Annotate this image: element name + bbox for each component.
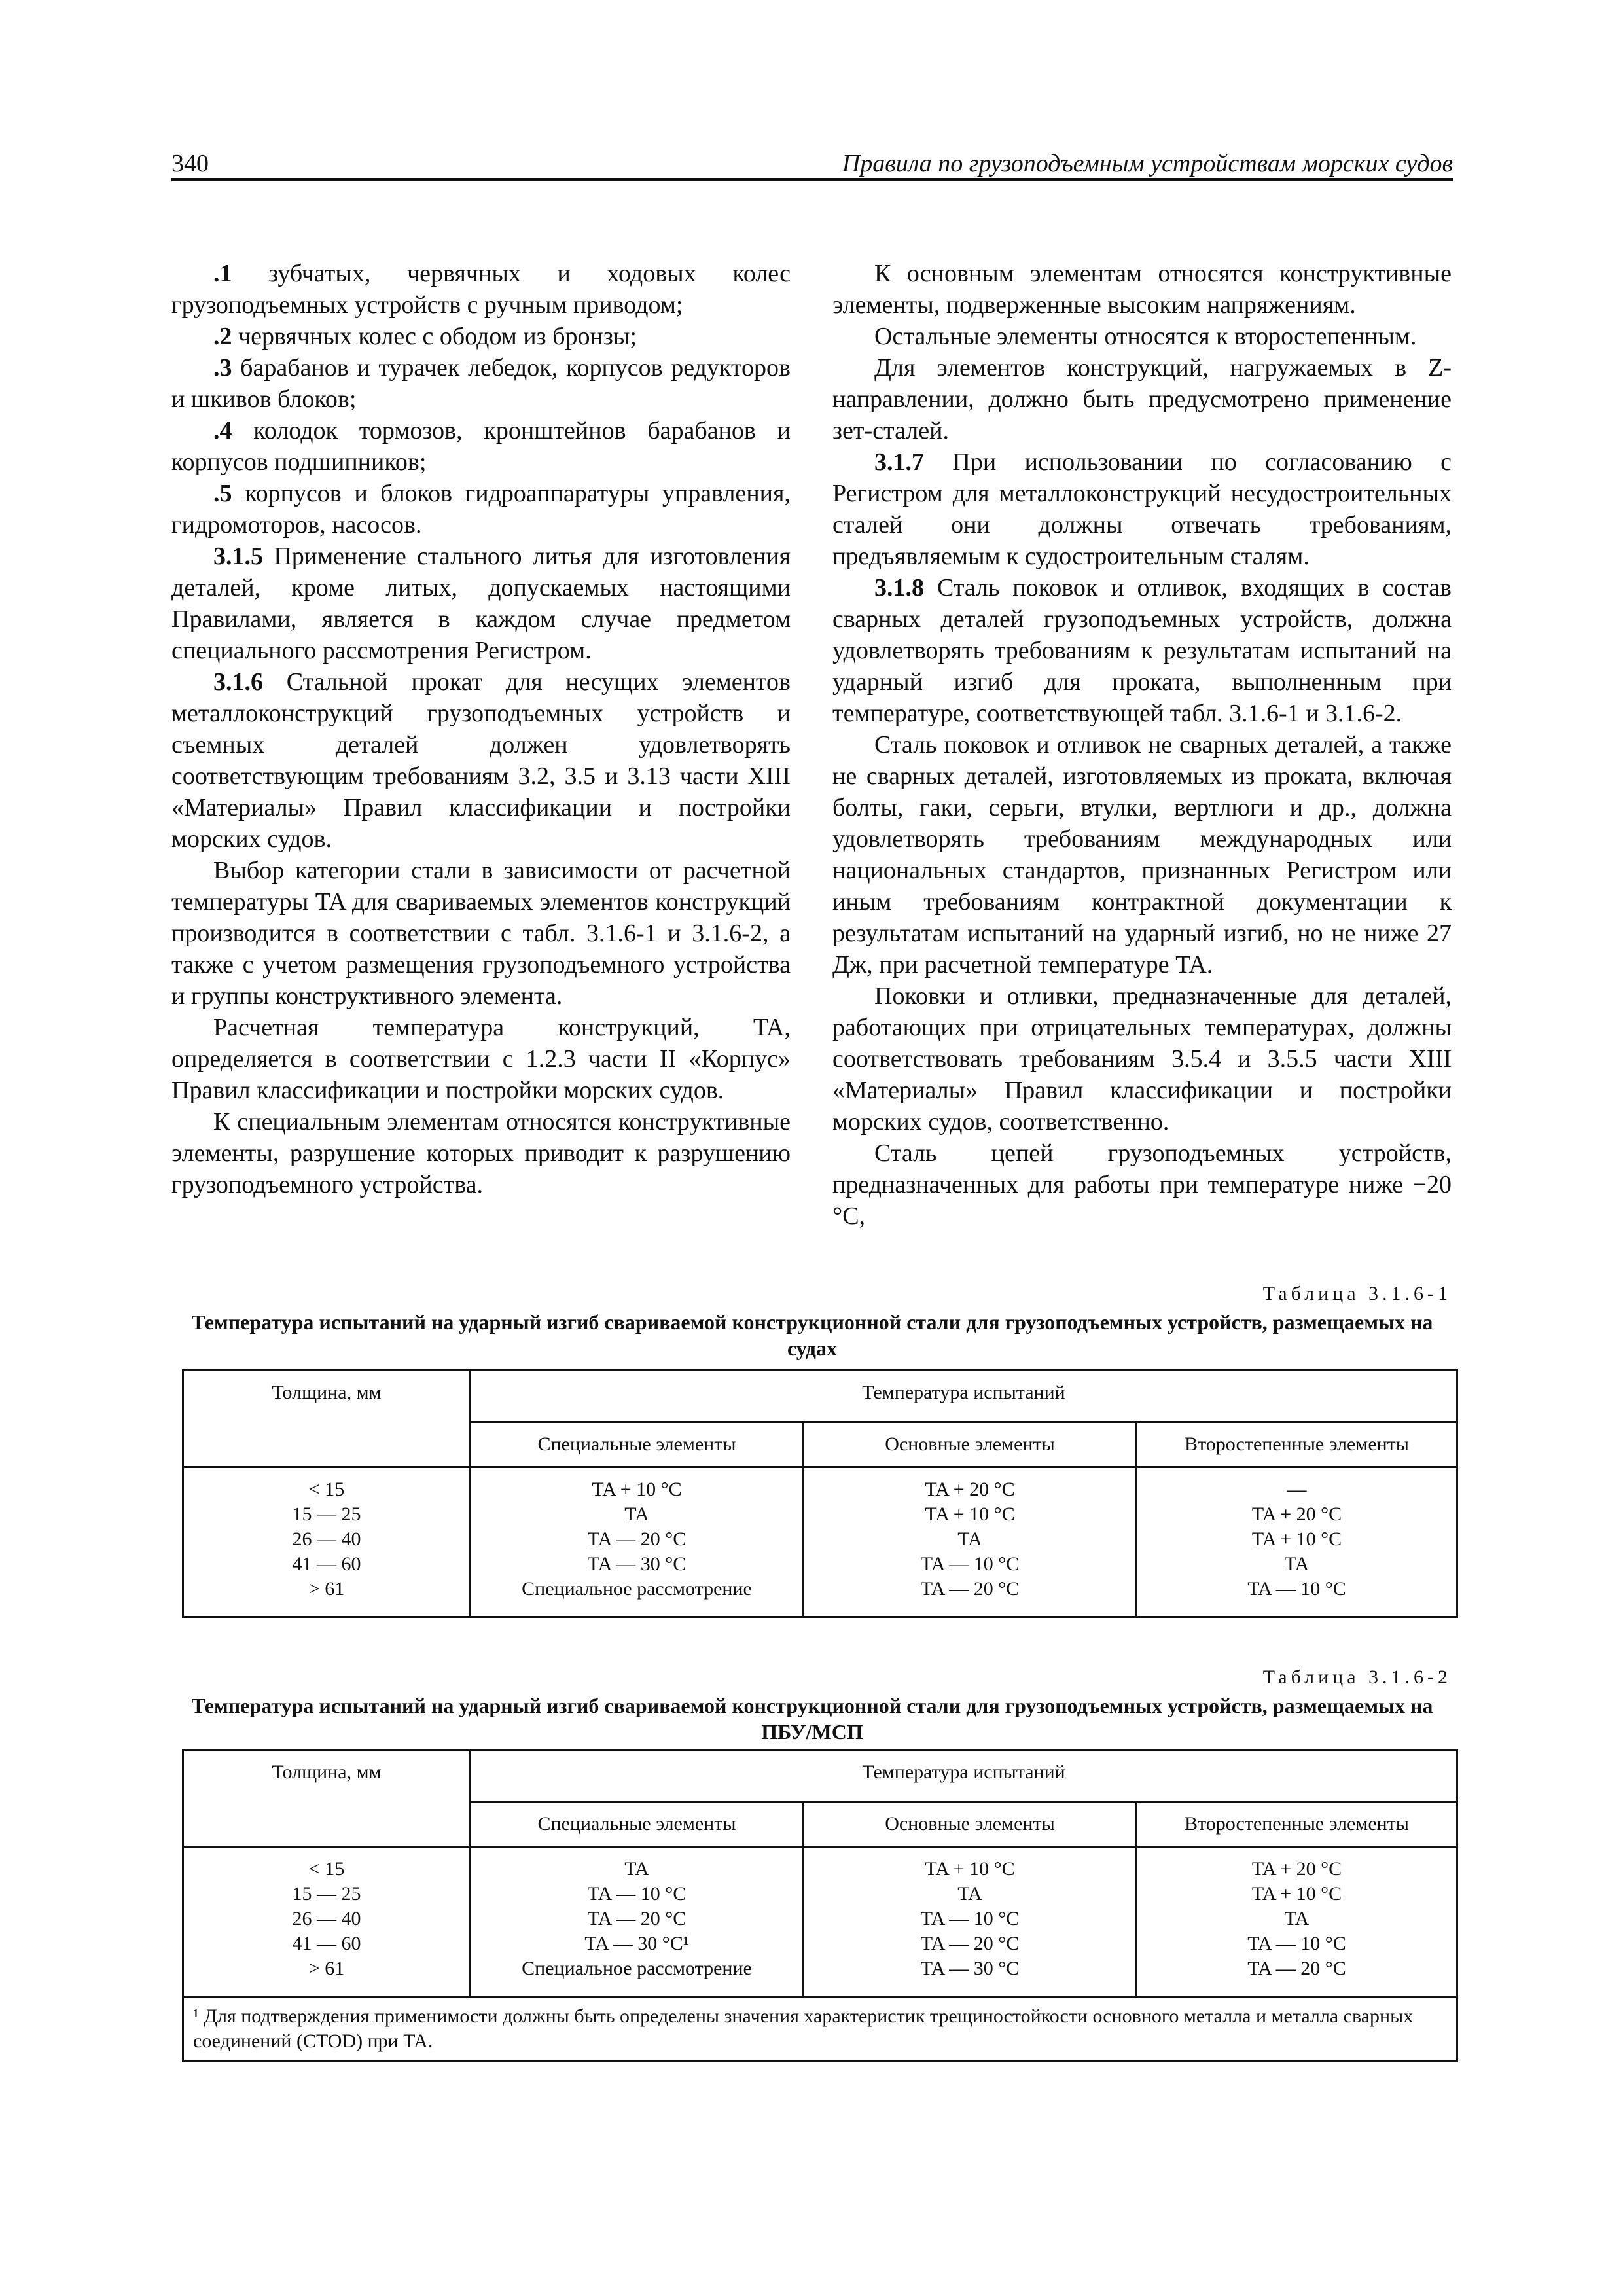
- paragraph: 3.1.6 Стальной прокат для несущих элементов металлоконструкций грузоподъемных устройств и съемных деталей должен удовлетворять соответствующим требованиям 3.2, 3.5 и 3.13 части XIII «Материалы» Правил классификации и постройки морских судов.: [171, 668, 791, 853]
- table2-col-group: Температура испытаний: [471, 1750, 1457, 1802]
- table2-sub-main: Основные элементы: [804, 1802, 1137, 1847]
- paragraph: .3 барабанов и турачек лебедок, корпусов редукторов и шкивов блоков;: [171, 354, 791, 413]
- table1-special-cell: TA + 10 °C TA TA — 20 °C TA — 30 °C Специальное рассмотрение: [471, 1467, 804, 1617]
- table2-caption: Таблица 3.1.6-2: [1262, 1666, 1452, 1688]
- paragraph: .4 колодок тормозов, кронштейнов барабанов и корпусов подшипников;: [171, 417, 791, 476]
- table1-caption: Таблица 3.1.6-1: [1262, 1283, 1452, 1304]
- paragraph: Остальные элементы относятся к второстепенным.: [874, 323, 1417, 350]
- table2-main-cell: TA + 10 °C TA TA — 10 °C TA — 20 °C TA — 30 °C: [804, 1847, 1137, 1997]
- running-title: Правила по грузоподъемным устройствам морских судов: [842, 150, 1453, 177]
- paragraph: .1 зубчатых, червячных и ходовых колес грузоподъемных устройств с ручным приводом;: [171, 260, 791, 319]
- table2-col-thickness: Толщина, мм: [183, 1750, 471, 1847]
- table2-secondary-cell: TA + 20 °C TA + 10 °C TA TA — 10 °C TA — 20 °C: [1137, 1847, 1457, 1997]
- table2-footnote: ¹ Для подтверждения применимости должны быть определены значения характеристик трещиностойкости основного металла и металла сварных соединений (CTOD) при TA.: [183, 1997, 1457, 2062]
- paragraph: 3.1.7 При использовании по согласованию с Регистром для металлоконструкций несудостроительных сталей они должны отвечать требованиям, предъявляемым к судостроительным сталям.: [832, 448, 1452, 570]
- table1-col-thickness: Толщина, мм: [183, 1371, 471, 1467]
- page-number: 340: [171, 150, 209, 177]
- table1-main-cell: TA + 20 °C TA + 10 °C TA TA — 10 °C TA — 20 °C: [804, 1467, 1137, 1617]
- left-column: [171, 258, 791, 1200]
- table1-secondary-cell: — TA + 20 °C TA + 10 °C TA TA — 10 °C: [1137, 1467, 1457, 1617]
- paragraph: Выбор категории стали в зависимости от расчетной температуры TA для свариваемых элементов конструкций производится в соответствии с табл. 3.1.6-1 и 3.1.6-2, а также с учетом размещения грузоподъемного устройства и группы конструктивного элемента.: [171, 857, 791, 1010]
- table1-title: Температура испытаний на ударный изгиб свариваемой конструкционной стали для грузоподъемных устройств, размещаемых на судах: [191, 1310, 1433, 1360]
- paragraph: 3.1.8 Сталь поковок и отливок, входящих в состав сварных деталей грузоподъемных устройств, должна удовлетворять требованиям к результатам испытаний на ударный изгиб для проката, выполненным при температуре, соответствующей табл. 3.1.6-1 и 3.1.6-2.: [832, 574, 1452, 727]
- table1-sub-main: Основные элементы: [804, 1422, 1137, 1467]
- paragraph: Для элементов конструкций, нагружаемых в Z-направлении, должно быть предусмотрено применение зет-сталей.: [832, 354, 1452, 444]
- paragraph: Сталь поковок и отливок не сварных деталей, а также не сварных деталей, изготовляемых из проката, включая болты, гаки, серьги, втулки, вертлюги и др., должна удовлетворять требованиям международных или национальных стандартов, признанных Регистром или иным требованиям контрактной документации к результатам испытаний на ударный изгиб, но не ниже 27 Дж, при расчетной температуре TA.: [832, 731, 1452, 978]
- paragraph: К основным элементам относятся конструктивные элементы, подверженные высоким напряжениям.: [832, 260, 1452, 319]
- table2-special-cell: TA TA — 10 °C TA — 20 °C TA — 30 °C¹ Специальное рассмотрение: [471, 1847, 804, 1997]
- table2-sub-secondary: Второстепенные элементы: [1137, 1802, 1457, 1847]
- paragraph: Поковки и отливки, предназначенные для деталей, работающих при отрицательных температурах, должны соответствовать требованиям 3.5.4 и 3.5.5 части XIII «Материалы» Правил классификации и постройки морских судов, соответственно.: [832, 982, 1452, 1136]
- paragraph: Расчетная температура конструкций, TA, определяется в соответствии с 1.2.3 части II «Корпус» Правил классификации и постройки морских судов.: [171, 1014, 791, 1104]
- paragraph: Сталь цепей грузоподъемных устройств, предназначенных для работы при температуре ниже −20 °C,: [832, 1139, 1452, 1230]
- paragraph: 3.1.5 Применение стального литья для изготовления деталей, кроме литых, допускаемых настоящими Правилами, является в каждом случае предметом специального рассмотрения Регистром.: [171, 543, 791, 664]
- table2-sub-special: Специальные элементы: [471, 1802, 804, 1847]
- table1-thickness-cell: < 15 15 — 25 26 — 40 41 — 60 > 61: [183, 1467, 471, 1617]
- paragraph: .2 червячных колес с ободом из бронзы;: [213, 323, 637, 350]
- paragraph: К специальным элементам относятся конструктивные элементы, разрушение которых приводит к разрушению грузоподъемного устройства.: [171, 1108, 791, 1198]
- page-header: [171, 149, 1453, 179]
- table1-sub-special: Специальные элементы: [471, 1422, 804, 1467]
- table1: [182, 1369, 1458, 1618]
- paragraph: .5 корпусов и блоков гидроаппаратуры управления, гидромоторов, насосов.: [171, 480, 791, 539]
- table2-thickness-cell: < 15 15 — 25 26 — 40 41 — 60 > 61: [183, 1847, 471, 1997]
- right-column: [832, 258, 1452, 1232]
- header-rule: [171, 178, 1453, 181]
- table2-title: Температура испытаний на ударный изгиб свариваемой конструкционной стали для грузоподъемных устройств, размещаемых на ПБУ/МСП: [191, 1694, 1433, 1744]
- table1-sub-secondary: Второстепенные элементы: [1137, 1422, 1457, 1467]
- table2: [182, 1749, 1458, 2062]
- table1-col-group: Температура испытаний: [471, 1371, 1457, 1422]
